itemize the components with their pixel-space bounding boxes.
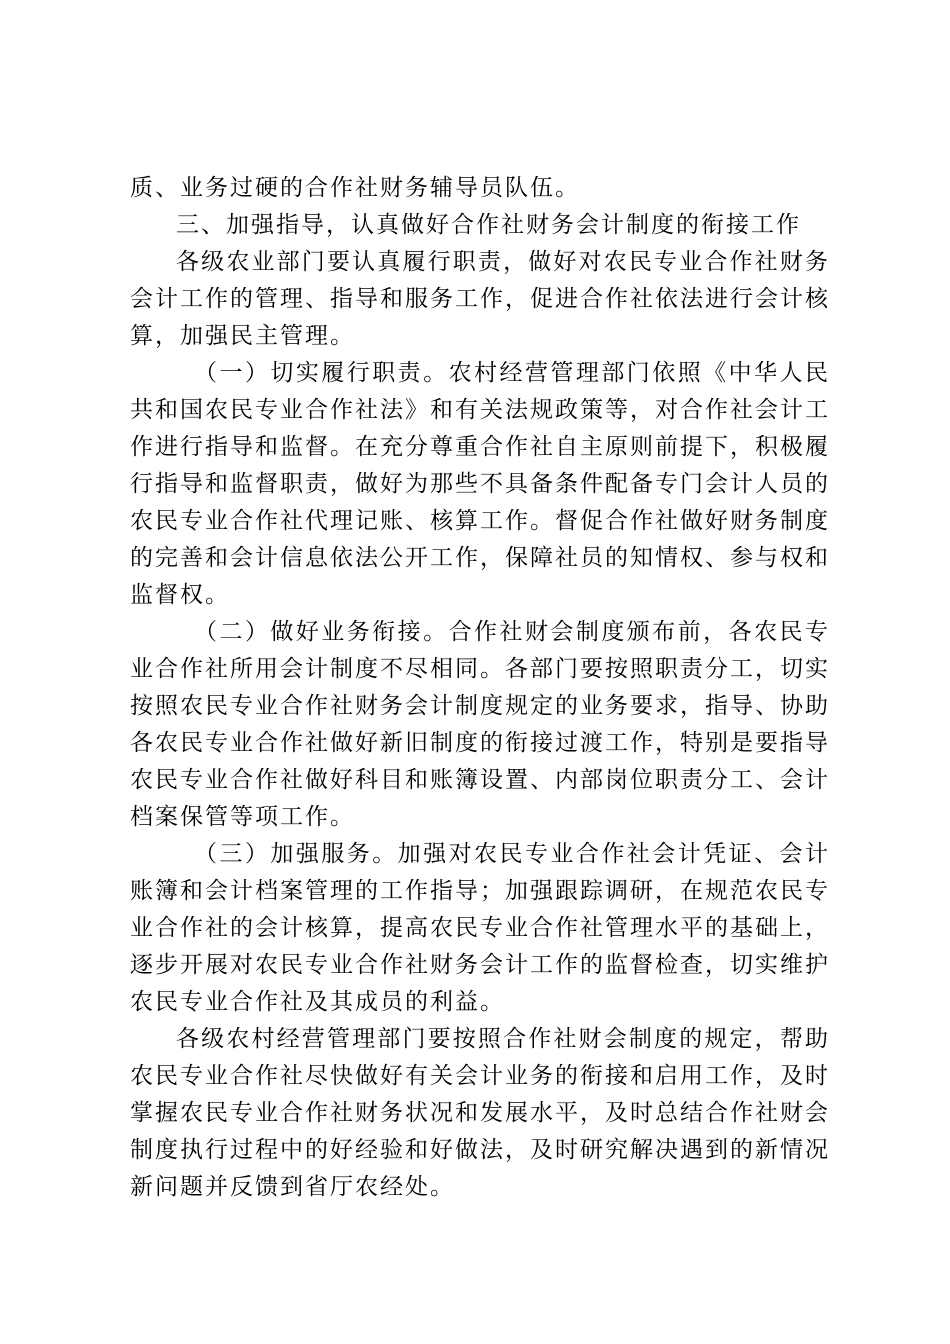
section-heading: 三、加强指导，认真做好合作社财务会计制度的衔接工作 bbox=[176, 212, 801, 238]
item-paragraph-2: （二）做好业务衔接。合作社财会制度颁布前，各农民专业合作社所用会计制度不尽相同。各部门要按照职责分工，切实按照农民专业合作社财务会计制度规定的业务要求，指导、协助各农民专业合作社做好新旧制度的衔接过渡工作，特别是要指导农民专业合作社做好科目和账簿设置、内部岗位职责分工、会计档案保管等项工作。 bbox=[130, 619, 830, 830]
item-paragraph-1: （一）切实履行职责。农村经营管理部门依照《中华人民共和国农民专业合作社法》和有关法规政策等，对合作社会计工作进行指导和监督。在充分尊重合作社自主原则前提下，积极履行指导和监督职责，做好为那些不具备条件配备专门会计人员的农民专业合作社代理记账、核算工作。督促合作社做好财务制度的完善和会计信息依法公开工作，保障社员的知情权、参与权和监督权。 bbox=[130, 360, 830, 608]
paragraph-continuation: 质、业务过硬的合作社财务辅导员队伍。 bbox=[130, 175, 580, 201]
item-paragraph-3: （三）加强服务。加强对农民专业合作社会计凭证、会计账簿和会计档案管理的工作指导；加强跟踪调研，在规范农民专业合作社的会计核算，提高农民专业合作社管理水平的基础上，逐步开展对农民专业合作社财务会计工作的监督检查，切实维护农民专业合作社及其成员的利益。 bbox=[130, 841, 830, 1015]
closing-paragraph: 各级农村经营管理部门要按照合作社财会制度的规定，帮助农民专业合作社尽快做好有关会计业务的衔接和启用工作，及时掌握农民专业合作社财务状况和发展水平，及时总结合作社财会制度执行过程中的好经验和好做法，及时研究解决遇到的新情况新问题并反馈到省厅农经处。 bbox=[130, 1026, 830, 1200]
section-intro-paragraph: 各级农业部门要认真履行职责，做好对农民专业合作社财务会计工作的管理、指导和服务工作，促进合作社依法进行会计核算，加强民主管理。 bbox=[130, 249, 830, 349]
document-body bbox=[130, 170, 830, 1206]
